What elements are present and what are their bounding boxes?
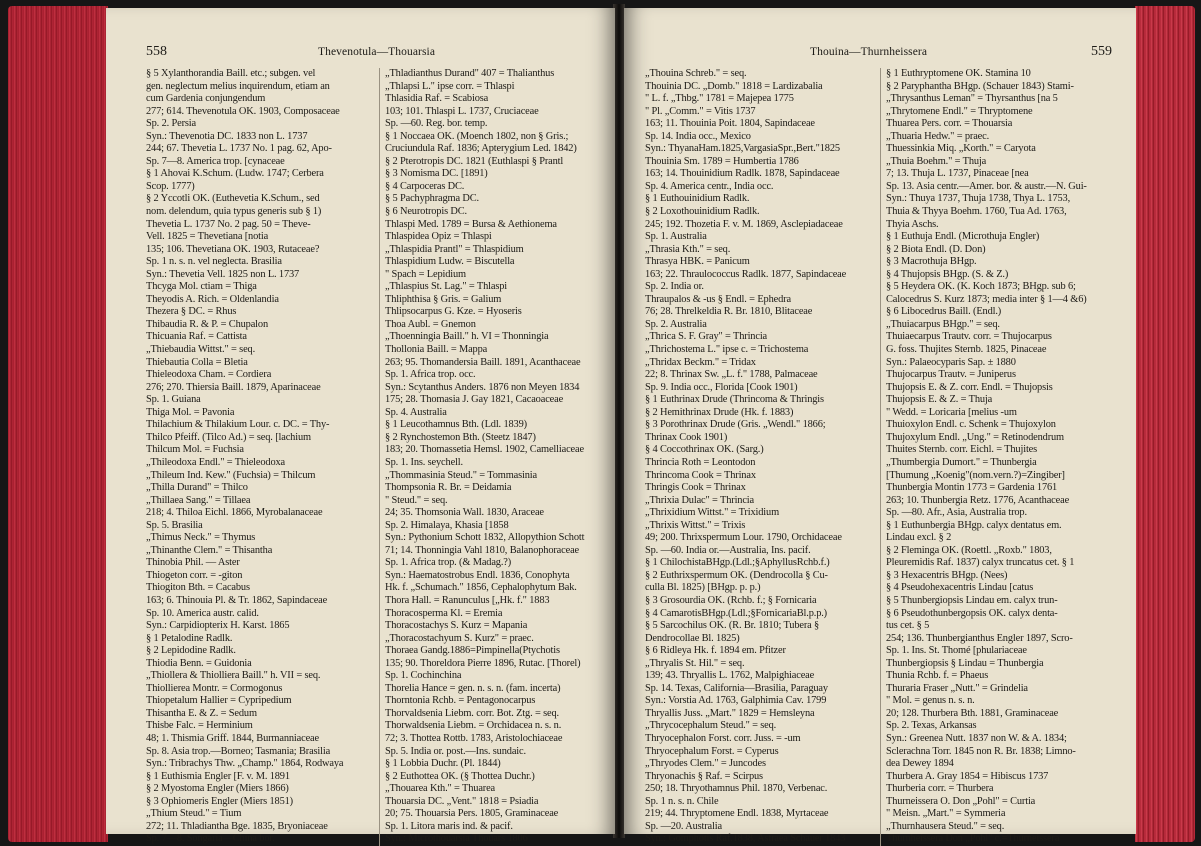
text-line: dea Dewey 1894 (886, 758, 954, 770)
text-line: „Thouina Schreb." = seq. (645, 68, 747, 79)
text-line: „Thileodoxa Endl." = Thieleodoxa (146, 456, 285, 468)
text-line: Sp. 1. Africa trop. (& Madag.?) (385, 557, 512, 569)
text-line: § 1 Euthrinax Drude (Thrincoma & Thringis (645, 394, 824, 406)
text-line: § 2 Euthrixspermum OK. (Dendrocolla § Cu- (645, 569, 828, 581)
text-line: Thouinia DC. „Domb." 1818 = Lardizabalia (645, 80, 823, 92)
text-line: „Thladianthus Durand" 407 = Thalianthus (385, 68, 555, 79)
text-line: 49; 200. Thrixspermum Lour. 1790, Orchidaceae (645, 532, 842, 544)
text-line: Thrasya HBK. = Panicum (645, 256, 750, 268)
text-line: 22; 8. Thrinax Sw. „L. f." 1788, Palmaceae (645, 369, 818, 381)
right-column-1 (645, 68, 881, 846)
text-line: 245; 192. Thozetia F. v. M. 1869, Asclepiadaceae (645, 218, 843, 230)
text-line: Thujoxylum Endl. „Ung." = Retinodendrum (886, 431, 1064, 443)
text-line: Sp. 4. America centr., India occ. (645, 180, 774, 192)
text-line: Thoraea Gandg.1886=Pimpinella(Ptychotis (385, 645, 560, 657)
text-line: 263; 95. Thomandersia Baill. 1891, Acanthaceae (385, 356, 581, 368)
text-line: Thujopsis E. & Z. = Thuja (886, 394, 993, 406)
text-line: [Thumung „Koenig"(nom.vern.?)=Zingiber] (886, 469, 1065, 481)
text-line: Sp. 2. Australia (645, 318, 707, 330)
text-line: § 2 Loxothouinidium Radlk. (645, 206, 760, 218)
text-line: „Thrysanthus Leman" = Thyrsanthus [na 5 (886, 93, 1058, 105)
text-line: § 6 Pseudothunbergopsis OK. calyx denta- (886, 607, 1058, 619)
text-line: „Thrixis Wittst." = Trixis (645, 519, 746, 531)
text-line: Sp. 14. Texas, California—Brasilia, Paraguay (645, 682, 828, 694)
text-line: § 1 Petalodine Radlk. (146, 632, 233, 644)
text-line: Sp. 8. Asia trop.—Borneo; Tasmania; Brasilia (146, 745, 331, 757)
text-line: Thilco Pfeiff. (Tilco Ad.) = seq. [lachium (146, 431, 311, 443)
right-column-2 (881, 68, 1117, 846)
text-line: Thisantha E. & Z. = Sedum (146, 707, 257, 719)
text-line: gen. neglectum melius inquirendum, etiam an (146, 80, 330, 92)
text-line: „Thilla Durand" = Thilco (146, 482, 248, 494)
text-line: § 1 ChilochistaBHgp.(Ldl.;§AphyllusRchb.f.) (645, 557, 830, 569)
text-line: Thuites Sternb. corr. Eichl. = Thujites (886, 444, 1038, 456)
text-line: „Thrycocephalum Steud." = seq. (645, 720, 777, 732)
text-line: 48; 1. Thismia Griff. 1844, Burmanniaceae (146, 732, 319, 744)
text-line: 276; 270. Thiersia Baill. 1879, Aparinaceae (146, 381, 321, 393)
text-line: Sp. 1. Cochinchina (385, 670, 462, 682)
text-line: Sp. 7—8. America trop. [cynaceae (146, 155, 285, 167)
text-line: 20; 128. Thurbera Bth. 1881, Graminaceae (886, 707, 1059, 719)
text-line: 135; 106. Thevetiana OK. 1903, Rutaceae? (146, 243, 320, 255)
text-line: Sp. 1. Litora maris ind. & pacif. (385, 820, 513, 832)
text-line: Thryocephalum Forst. = Cyperus (645, 745, 779, 757)
text-line: Syn.: Thevetia Vell. 1825 non L. 1737 (146, 268, 300, 280)
text-line: " Meisn. „Mart." = Symmeria (886, 808, 1006, 820)
text-line: 139; 43. Thryallis L. 1762, Malpighiaceae (645, 670, 815, 682)
text-line: Sp. 1. Australia (645, 231, 707, 243)
text-line: Thryallis Juss. „Mart." 1829 = Hemsleyna (645, 707, 815, 719)
text-line: 272; 11. Thladiantha Bge. 1835, Bryoniaceae (146, 820, 328, 832)
text-line: „Thlapsi L." ipse corr. = Thlaspi (385, 80, 515, 92)
right-page-header (644, 44, 1112, 64)
text-line: 71; 14. Thonningia Vahl 1810, Balanophoraceae (385, 544, 579, 556)
text-line: § 3 Hexacentris BHgp. (Nees) (886, 569, 1008, 581)
text-line: Sp. —20. Australia (645, 820, 722, 832)
text-line: Thieleodoxa Cham. = Cordiera (146, 369, 272, 381)
text-line: 254; 136. Thunbergianthus Engler 1897, Scro- (886, 632, 1073, 644)
text-line: § 1 Euthismia Engler [F. v. M. 1891 (146, 770, 290, 782)
text-line: Thurberia corr. = Thurbera (886, 783, 994, 795)
text-line: 250; 18. Thryothamnus Phil. 1870, Verbenac. (645, 783, 828, 795)
text-line: 103; 101. Thlaspi L. 1737, Cruciaceae (385, 105, 539, 117)
text-line: Thiodia Benn. = Guidonia (146, 657, 252, 669)
text-line: § 4 Coccothrinax OK. (Sarg.) (645, 444, 764, 456)
text-line: § 4 Pseudohexacentris Lindau [catus (886, 582, 1034, 594)
text-line: Thiga Mol. = Pavonia (146, 406, 235, 418)
text-line: Thilachium & Thilakium Lour. c. DC. = Thy- (146, 419, 330, 431)
text-line: Pleuremidis Raf. 1837) calyx truncatus cet. § 1 (886, 557, 1075, 569)
text-line: § 2 Fleminga OK. (Roettl. „Roxb." 1803, (886, 544, 1052, 556)
text-line: „Thouarea Kth." = Thuarea (385, 783, 496, 795)
text-line: „Thrixia Dulac" = Thrincia (645, 494, 755, 506)
text-line: 244; 67. Thevetia L. 1737 No. 1 pag. 62, Apo- (146, 143, 332, 155)
text-line: Thrincia Roth = Leontodon (645, 456, 756, 468)
text-line: Thlipsocarpus G. Kze. = Hyoseris (385, 306, 522, 318)
text-line: Thlasidia Raf. = Scabiosa (385, 93, 489, 105)
text-line: Thorntonia Rchb. = Pentagonocarpus (385, 695, 536, 707)
text-line: nom. delendum, quia typus generis sub § 1) (146, 206, 322, 218)
text-line: Syn.: Gomphotis Raf.1838, Astraea Schauer 1843 (645, 833, 846, 845)
text-line: Syn.: Thuya 1737, Thuja 1738, Thya L. 1753, (886, 193, 1071, 205)
text-line: Thiollierea Montr. = Cormogonus (146, 682, 283, 694)
text-line: „Thuia Boehm." = Thuja (886, 155, 987, 167)
text-line: „Thryalis St. Hil." = seq. (645, 657, 745, 669)
text-line: Sp. —60. Reg. bor. temp. (385, 118, 488, 130)
text-line: Sp. 14. India occ., Mexico (645, 130, 751, 142)
text-line: Thurnheissera Don „Pohl" c.=Thurneissera (886, 833, 1060, 845)
text-line: 183; 20. Thomassetia Hemsl. 1902, Camelliaceae (385, 444, 584, 456)
text-line: Syn.: Carpidiopterix H. Karst. 1865 (146, 620, 290, 632)
text-line: Sp. 1. Ins. St. Thomé [phulariaceae (886, 645, 1027, 657)
book-edge-left (8, 6, 108, 842)
text-line: Syn.: Pythonium Schott 1832, Allopythion Schott (385, 532, 585, 544)
text-line: Thurneissera O. Don „Pohl" = Curtia (886, 795, 1036, 807)
text-line: Thuioxylon Endl. c. Schenk = Thujoxylon (886, 419, 1056, 431)
text-line: 263; 10. Thunbergia Retz. 1776, Acanthaceae (886, 494, 1070, 506)
text-line: § 1 Euthuja Endl. (Microthuja Engler) (886, 231, 1040, 243)
text-line: § 2 Rynchostemon Bth. (Steetz 1847) (385, 431, 536, 443)
text-line: „Thumbergia Dumort." = Thunbergia (886, 456, 1037, 468)
text-line: Theyodis A. Rich. = Oldenlandia (146, 293, 279, 305)
text-line: § 3 Porothrinax Drude (Gris. „Wendl." 1866; (645, 419, 826, 431)
text-line: Thollonia Baill. = Mappa (385, 344, 488, 356)
text-line: tus cet. § 5 (886, 620, 930, 632)
text-line: Thiopetalum Hallier = Cypripedium (146, 695, 292, 707)
text-line: § 4 Thujopsis BHgp. (S. & Z.) (886, 268, 1009, 280)
text-line: Thryocephalon Forst. corr. Juss. = -um (645, 732, 801, 744)
text-line: „Thrytomene Endl." = Thryptomene (886, 105, 1033, 117)
text-line: Thisbe Falc. = Herminium (146, 720, 253, 732)
right-page (624, 8, 1136, 845)
text-line: " Steud." = seq. (385, 494, 448, 506)
text-line: „Thoracostachyum S. Kurz" = praec. (385, 632, 534, 644)
text-line: „Thommasinia Steud." = Tommasinia (385, 469, 537, 481)
text-line: Syn.: Greenea Nutt. 1837 non W. & A. 1834; (886, 732, 1067, 744)
text-line: Thompsonia R. Br. = Deidamia (385, 482, 512, 494)
text-line: Thouarsia DC. „Vent." 1818 = Psiadia (385, 795, 539, 807)
text-line: „Thinanthe Clem." = Thisantha (146, 544, 273, 556)
book-edge-right (1135, 6, 1195, 842)
text-line: „Thlaspius St. Lag." = Thlaspi (385, 281, 508, 293)
text-line: § 5 Sarcochilus OK. (R. Br. 1810; Tubera § (645, 620, 820, 632)
right-page-columns (645, 68, 1117, 846)
text-line: culla Bl. 1825) [BHgp. p. p.) (645, 582, 761, 594)
text-line: § 5 Thunbergiopsis Lindau em. calyx trun- (886, 594, 1058, 606)
text-line: § 5 Pachyphragma DC. (385, 193, 479, 205)
text-line: cum Gardenia conjungendum (146, 93, 266, 105)
text-line: Thrinax Cook 1901) (645, 431, 728, 443)
text-line: Sp. 2. Persia (146, 118, 197, 130)
text-line: „Thileum Ind. Kew." (Fuchsia) = Thilcum (146, 469, 316, 481)
text-line: „Thrasia Kth." = seq. (645, 243, 731, 255)
text-line: 24; 35. Thomsonia Wall. 1830, Araceae (385, 507, 544, 519)
text-line: § 3 Nomisma DC. [1891) (385, 168, 488, 180)
text-line: 7; 13. Thuja L. 1737, Pinaceae [nea (886, 168, 1029, 180)
text-line: § 2 Yccotli OK. (Euthevetia K.Schum., sed (146, 193, 320, 205)
text-line: § 5 Heydera OK. (K. Koch 1873; BHgp. sub 6; (886, 281, 1076, 293)
text-line: Thringis Cook = Thrinax (645, 482, 746, 494)
text-line: Thunia Rchb. f. = Phaeus (886, 670, 989, 682)
text-line: 163; 14. Thouinidium Radlk. 1878, Sapindaceae (645, 168, 840, 180)
text-line: „Thillaea Sang." = Tillaea (146, 494, 251, 506)
text-line: Thorwaldsenia Liebm. = Orchidacea n. s. n. (385, 720, 562, 732)
text-line: Thoracostachys S. Kurz = Mapania (385, 620, 528, 632)
text-line: Thiogiton Bth. = Cacabus (146, 582, 250, 594)
text-line: „Thlaspidia Prantl" = Thlaspidium (385, 243, 524, 255)
text-line: Sp. —60. India or.—Australia, Ins. pacif. (645, 544, 811, 556)
left-page (106, 8, 615, 845)
text-line: Thrincoma Cook = Thrinax (645, 469, 756, 481)
text-line: § 3 Macrothuja BHgp. (886, 256, 977, 268)
text-line: § 1 Euthouinidium Radlk. (645, 193, 750, 205)
text-line: § 2 Euthottea OK. (§ Thottea Duchr.) (385, 770, 535, 782)
text-line: Sp. 10. America austr. calid. (146, 607, 259, 619)
right-page-number: 559 (1091, 44, 1112, 59)
text-line: Sp. 13. Asia centr.—Amer. bor. & austr.—N. Gui- (886, 180, 1087, 192)
left-page-number: 558 (146, 44, 167, 59)
text-line: § 4 Carpoceras DC. (385, 180, 465, 192)
text-line: Thlaspidium Ludw. = Biscutella (385, 256, 515, 268)
text-line: Thevetia L. 1737 No. 2 pag. 50 = Theve- (146, 218, 311, 230)
text-line: Lindau excl. § 2 (886, 532, 952, 544)
text-line: Thujocarpus Trautv. = Juniperus (886, 369, 1016, 381)
text-line: Thezera § DC. = Rhus (146, 306, 237, 318)
text-line: „Thimus Neck." = Thymus (146, 532, 256, 544)
text-line: Thinobia Phil. — Aster (146, 557, 240, 569)
text-line: Sp. 7—8. Songaria—China bor. (146, 833, 275, 845)
text-line: Thiogeton corr. = -giton (146, 569, 243, 581)
text-line: Sp. 9. India occ., Florida [Cook 1901) (645, 381, 798, 393)
text-line: Scop. 1777) (146, 180, 195, 192)
text-line: Sp. 1 n. s. n. Chile (645, 795, 719, 807)
text-line: Thuarea Pers. corr. = Thouarsia (886, 118, 1013, 130)
text-line: Sp. —80. Afr., Asia, Australia trop. (886, 507, 1027, 519)
text-line: Thuraria Fraser „Nutt." = Grindelia (886, 682, 1028, 694)
text-line: Sp. 4. Australia (385, 406, 447, 418)
text-line: " Pl. „Comm." = Vitis 1737 (645, 105, 756, 117)
left-running-head: Thevenotula—Thouarsia (318, 46, 436, 58)
text-line: Thouinia Sm. 1789 = Humbertia 1786 (645, 155, 799, 167)
text-line: Sp. 5. Brasilia (146, 519, 203, 531)
text-line: § 3 Ophiomeris Engler (Miers 1851) (146, 795, 293, 807)
text-line: „Thuaria Hedw." = praec. (886, 130, 990, 142)
text-line: Thujopsis E. & Z. corr. Endl. = Thujopsis (886, 381, 1053, 393)
text-line: 72; 3. Thottea Rottb. 1783, Aristolochiaceae (385, 732, 563, 744)
text-line: „Thoenningia Baill." h. VI = Thonningia (385, 331, 549, 343)
text-line: 163; 22. Thraulococcus Radlk. 1877, Sapindaceae (645, 268, 847, 280)
text-line: § 3 Grosourdia OK. (Rchb. f.; § Fornicaria (645, 594, 817, 606)
text-line: Thora Hall. = Ranunculus [„Hk. f." 1883 (385, 594, 550, 606)
text-line: Thraupalos & -us § Endl. = Ephedra (645, 293, 791, 305)
text-line: Syn.: Thevenotia DC. 1833 non L. 1737 (146, 130, 308, 142)
text-line: Thlaspi Med. 1789 = Bursa & Aethionema (385, 218, 557, 230)
text-line: § 6 Neurotropis DC. (385, 206, 468, 218)
text-line: Sp. 2. India or. (645, 281, 704, 293)
text-line: 219; 44. Thryptomene Endl. 1838, Myrtaceae (645, 808, 829, 820)
text-line: Thicuania Raf. = Cattista (146, 331, 247, 343)
text-line: " L. f. „Thbg." 1781 = Majepea 1775 (645, 93, 794, 105)
text-line: § 2 Paryphantha BHgp. (Schauer 1843) Stami- (886, 80, 1074, 92)
text-line: Thorelia Hance = gen. n. s. n. (fam. incerta) (385, 682, 561, 694)
text-line: „Thurnhausera Steud." = seq. (886, 820, 1005, 832)
text-line: § 1 Leucothamnus Bth. (Ldl. 1839) (385, 419, 527, 431)
text-line: § 1 Euthryptomene OK. Stamina 10 (886, 68, 1031, 79)
text-line: 76; 28. Threlkeldia R. Br. 1810, Blitaceae (645, 306, 813, 318)
right-running-head: Thouina—Thurnheissera (810, 46, 928, 58)
left-column-1 (146, 68, 380, 846)
text-line: Thurbera A. Gray 1854 = Hibiscus 1737 (886, 770, 1049, 782)
text-line: Thoa Aubl. = Gnemon (385, 318, 476, 330)
text-line: Hk. f. „Schumach." 1856, Cephalophytum Bak. (385, 582, 577, 594)
text-line: " Spach = Lepidium (385, 268, 466, 280)
text-line: Thuia & Thyya Boehm. 1760, Tua Ad. 1763, (886, 206, 1067, 218)
text-line: Thilcum Mol. = Fuchsia (146, 444, 244, 456)
text-line: 163; 6. Thinouia Pl. & Tr. 1862, Sapindaceae (146, 594, 328, 606)
text-line: " Wedd. = Loricaria [melius -um (886, 406, 1017, 418)
text-line: Syn.: Scytanthus Anders. 1876 non Meyen 1834 (385, 381, 580, 393)
text-line: § 1 Euthunbergia BHgp. calyx dentatus em. (886, 519, 1062, 531)
left-column-2 (380, 68, 614, 846)
left-page-columns (146, 68, 614, 846)
text-line: „Thiollera & Thiolliera Baill." h. VII = seq. (146, 670, 321, 682)
text-line: „Thrixidium Wittst." = Trixidium (645, 507, 780, 519)
text-line: „Thridax Beckm." = Tridax (645, 356, 756, 368)
text-line: § 1 Ahovai K.Schum. (Ludw. 1747; Cerbera (146, 168, 324, 180)
text-line: § 2 Myostoma Engler (Miers 1866) (146, 783, 289, 795)
text-line: „Thrica S. F. Gray" = Thrincia (645, 331, 768, 343)
text-line: § 6 Libocedrus Baill. (Endl.) (886, 306, 1002, 318)
text-line: " Mol. = genus n. s. n. (886, 695, 975, 707)
text-line: Calocedrus S. Kurz 1873; media inter § 1—4 &6) (886, 293, 1087, 305)
text-line: § 2 Biota Endl. (D. Don) (886, 243, 986, 255)
text-line: Thorvaldsenia Liebm. corr. Bot. Ztg. = seq. (385, 707, 559, 719)
text-line: Thunbergiopsis § Lindau = Thunbergia (886, 657, 1044, 669)
text-line: Thuiaecarpus Trautv. corr. = Thujocarpus (886, 331, 1052, 343)
text-line: 175; 28. Thomasia J. Gay 1821, Cacaoaceae (385, 394, 564, 406)
text-line: § 2 Lepidodine Radlk. (146, 645, 236, 657)
text-line: Sclerachna Torr. 1845 non R. Br. 1838; Limno- (886, 745, 1076, 757)
text-line: Syn.: Microthouarsia Thouars 1806 (385, 833, 528, 845)
text-line: „Thryodes Clem." = Juncodes (645, 758, 766, 770)
text-line: § 1 Noccaea OK. (Moench 1802, non § Gris.; (385, 130, 569, 142)
text-line: Sp. 1. Ins. seychell. (385, 456, 463, 468)
text-line: Thiebautia Colla = Bletia (146, 356, 248, 368)
text-line: 277; 614. Thevenotula OK. 1903, Composaceae (146, 105, 340, 117)
text-line: „Thrichostema L." ipse c. = Trichostema (645, 344, 809, 356)
text-line: Sp. 5. India or. post.—Ins. sundaic. (385, 745, 526, 757)
text-line: Dendrocollae Bl. 1825) (645, 632, 740, 644)
text-line: § 5 Xylanthorandia Baill. etc.; subgen. vel (146, 68, 316, 79)
text-line: Thibaudia R. & P. = Chupalon (146, 318, 269, 330)
text-line: Thyia Aschs. (886, 218, 939, 230)
text-line: Cruciundula Raf. 1836; Apterygium Led. 1842) (385, 143, 577, 155)
text-line: Thlaspidea Opiz = Thlaspi (385, 231, 492, 243)
text-line: Syn.: Vorstia Ad. 1763, Galphimia Cav. 1799 (645, 695, 827, 707)
text-line: Sp. 1. Guiana (146, 394, 201, 406)
text-line: Sp. 1 n. s. n. vel neglecta. Brasilia (146, 256, 282, 268)
text-line: § 2 Hemithrinax Drude (Hk. f. 1883) (645, 406, 794, 418)
text-line: Sp. 1. Africa trop. occ. (385, 369, 476, 381)
text-line: „Thiebaudia Wittst." = seq. (146, 344, 256, 356)
text-line: Thcyga Mol. ctiam = Thiga (146, 281, 257, 293)
text-line: „Thium Steud." = Tium (146, 808, 242, 820)
text-line: 163; 11. Thouinia Poit. 1804, Sapindaceae (645, 118, 815, 130)
text-line: Thoracosperma Kl. = Eremia (385, 607, 503, 619)
text-line: Sp. 2. Himalaya, Khasia [1858 (385, 519, 509, 531)
text-line: „Thuiacarpus BHgp." = seq. (886, 318, 1000, 330)
text-line: Vell. 1825 = Thevetiana [notia (146, 231, 269, 243)
text-line: 135; 90. Thoreldora Pierre 1896, Rutac. [Thorel) (385, 657, 581, 669)
text-line: § 1 Lobbia Duchr. (Pl. 1844) (385, 758, 501, 770)
text-line: Sp. 2. Texas, Arkansas (886, 720, 977, 732)
text-line: Thryonachis § Raf. = Scirpus (645, 770, 763, 782)
text-line: Syn.: Palaeocyparis Sap. ± 1880 (886, 356, 1016, 368)
left-page-header (146, 44, 607, 64)
text-line: Thuessinkia Miq. „Korth." = Caryota (886, 143, 1036, 155)
text-line: § 4 CamarotisBHgp.(Ldl.;§FornicariaBl.p.p.) (645, 607, 827, 619)
text-line: Syn.: Haematostrobus Endl. 1836, Conophyta (385, 569, 570, 581)
text-line: Syn.: Tribrachys Thw. „Champ." 1864, Rodwaya (146, 758, 344, 770)
text-line: 20; 75. Thouarsia Pers. 1805, Graminaceae (385, 808, 559, 820)
text-line: § 2 Pterotropis DC. 1821 (Euthlaspi § Prantl (385, 155, 564, 167)
text-line: G. foss. Thujites Sternb. 1825, Pinaceae (886, 344, 1047, 356)
text-line: Thunbergia Montin 1773 = Gardenia 1761 (886, 482, 1058, 494)
text-line: § 6 Ridleya Hk. f. 1894 em. Pfitzer (645, 645, 786, 657)
text-line: Syn.: ThyanaHam.1825,VargasiaSpr.,Bert."1825 (645, 143, 840, 155)
text-line: Thliphthisa § Gris. = Galium (385, 293, 502, 305)
text-line: 218; 4. Thiloa Eichl. 1866, Myrobalanaceae (146, 507, 323, 519)
